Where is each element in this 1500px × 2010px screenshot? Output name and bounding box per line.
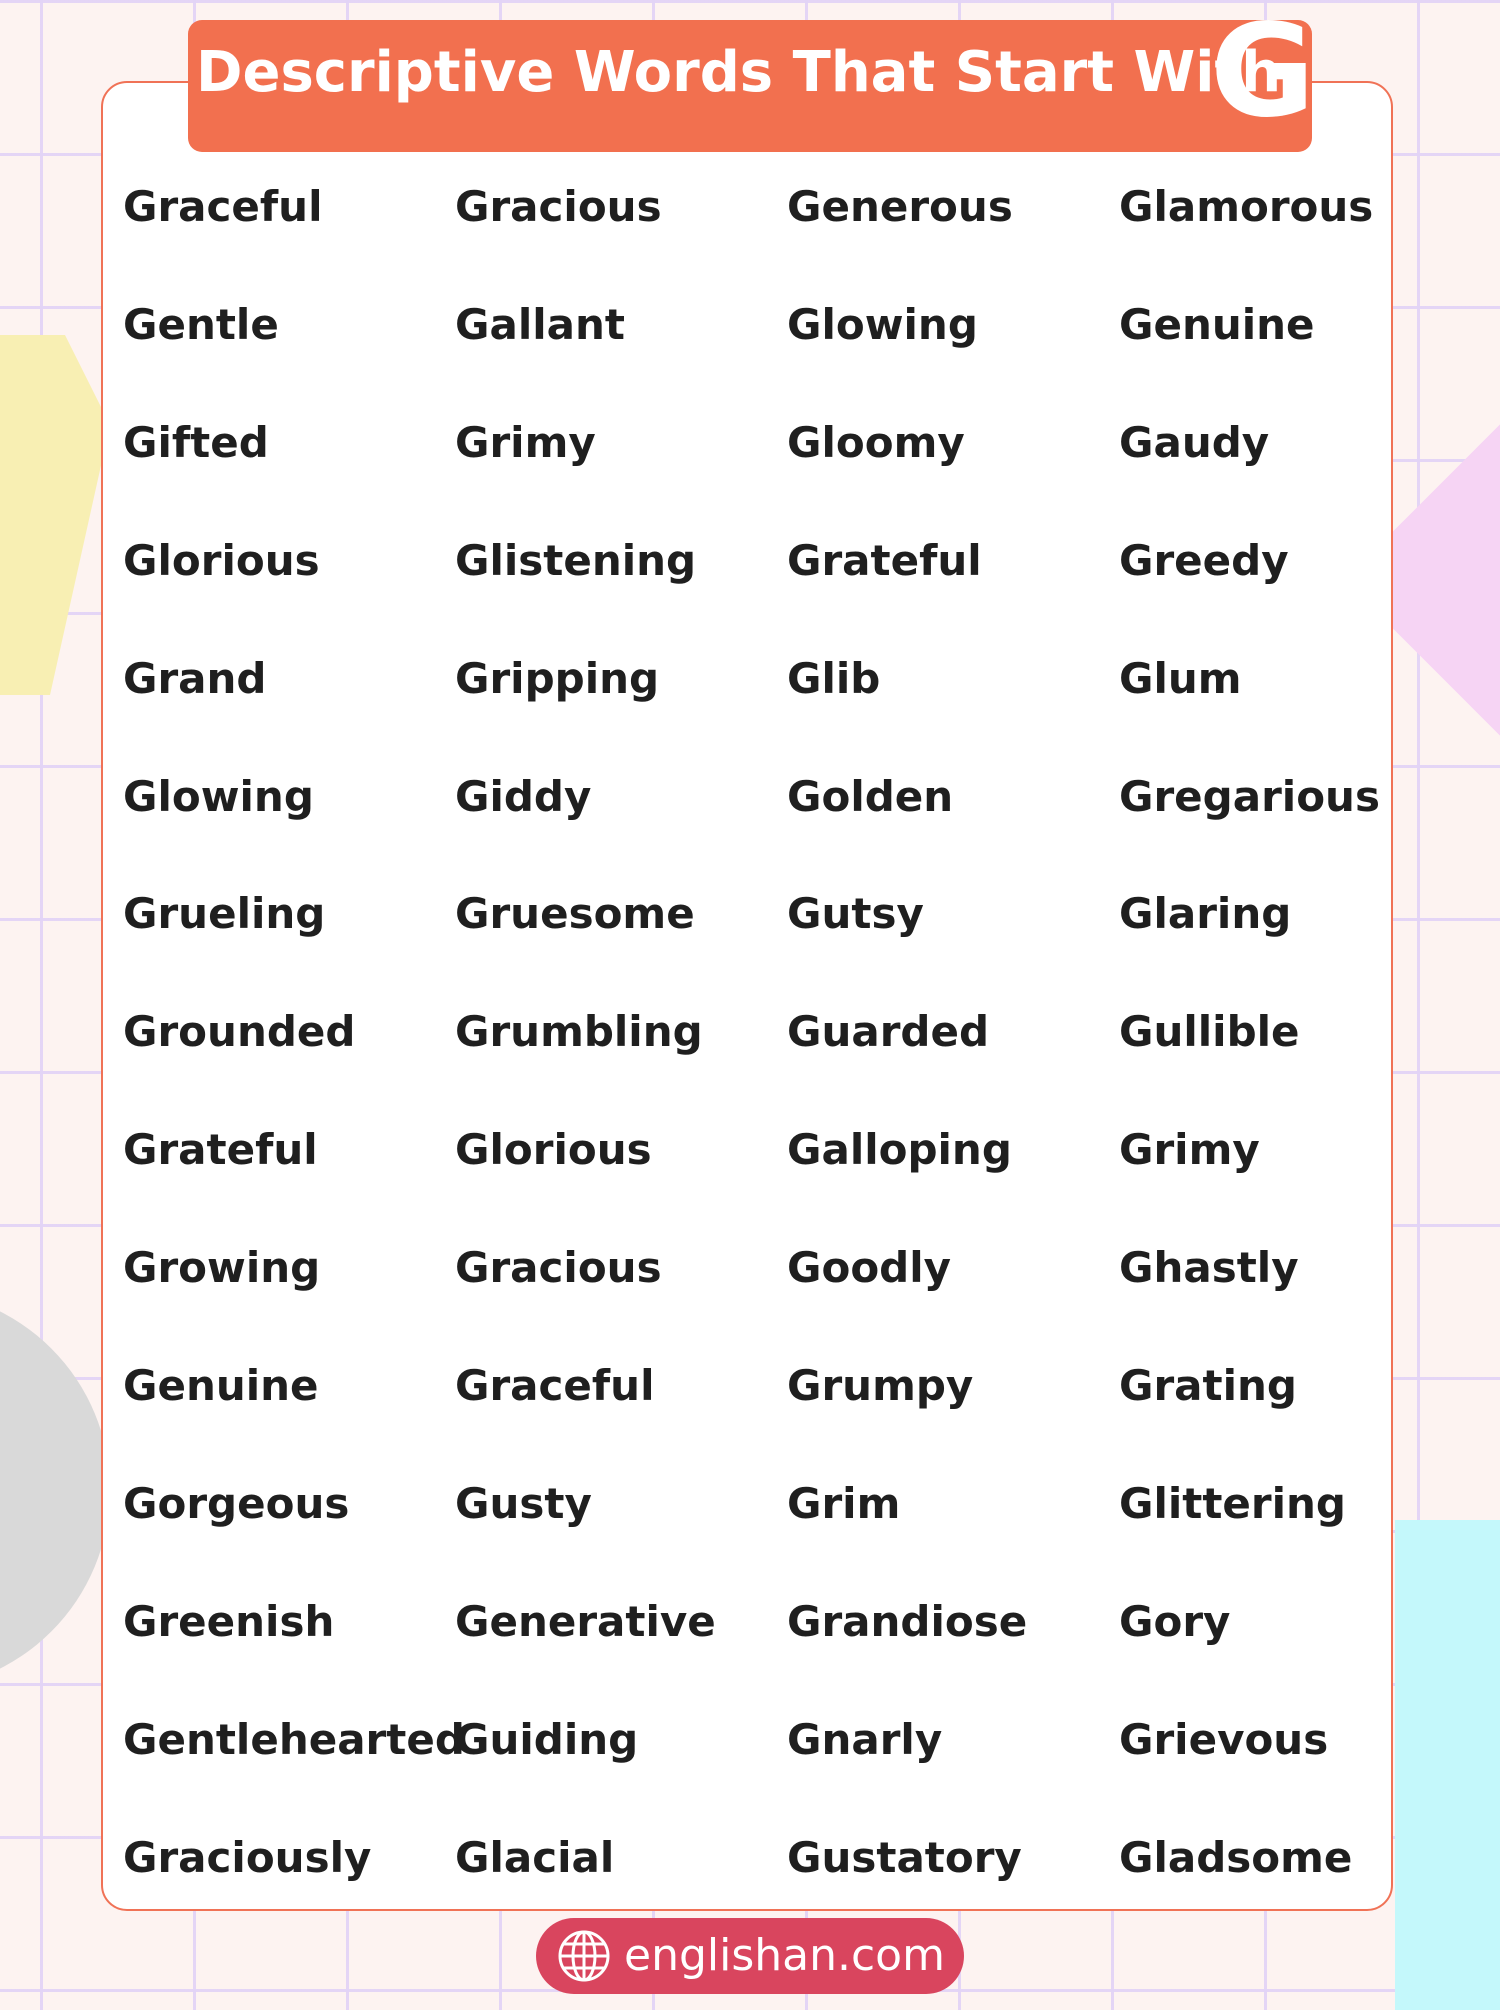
word-item: Glistening bbox=[455, 536, 697, 585]
word-item: Gusty bbox=[455, 1479, 592, 1528]
word-item: Glowing bbox=[123, 772, 314, 821]
decorative-yellow-shape bbox=[0, 335, 110, 695]
word-item: Gaudy bbox=[1119, 418, 1270, 467]
word-item: Gnarly bbox=[787, 1715, 943, 1764]
word-item: Generous bbox=[787, 182, 1013, 231]
word-item: Guarded bbox=[787, 1007, 990, 1056]
word-item: Gullible bbox=[1119, 1007, 1300, 1056]
word-item: Grand bbox=[123, 654, 267, 703]
word-item: Gloomy bbox=[787, 418, 965, 467]
word-item: Guiding bbox=[455, 1715, 639, 1764]
word-item: Glacial bbox=[455, 1833, 615, 1882]
word-item: Grumbling bbox=[455, 1007, 703, 1056]
word-item: Graciously bbox=[123, 1833, 372, 1882]
word-item: Grimy bbox=[455, 418, 596, 467]
word-item: Genuine bbox=[1119, 300, 1315, 349]
word-item: Grievous bbox=[1119, 1715, 1329, 1764]
word-item: Gutsy bbox=[787, 889, 924, 938]
word-item: Glum bbox=[1119, 654, 1242, 703]
word-item: Greedy bbox=[1119, 536, 1289, 585]
word-item: Grueling bbox=[123, 889, 326, 938]
word-item: Glorious bbox=[455, 1125, 652, 1174]
word-item: Grimy bbox=[1119, 1125, 1260, 1174]
word-item: Gregarious bbox=[1119, 772, 1380, 821]
word-item: Ghastly bbox=[1119, 1243, 1299, 1292]
word-item: Gracious bbox=[455, 1243, 662, 1292]
word-item: Gory bbox=[1119, 1597, 1231, 1646]
word-item: Glittering bbox=[1119, 1479, 1346, 1528]
word-item: Gallant bbox=[455, 300, 625, 349]
word-item: Grateful bbox=[787, 536, 982, 585]
word-item: Gentle bbox=[123, 300, 279, 349]
word-item: Gorgeous bbox=[123, 1479, 350, 1528]
page-title: Descriptive Words That Start With bbox=[196, 40, 1282, 105]
word-item: Grateful bbox=[123, 1125, 318, 1174]
word-item: Generative bbox=[455, 1597, 716, 1646]
word-item: Genuine bbox=[123, 1361, 319, 1410]
word-item: Grumpy bbox=[787, 1361, 974, 1410]
word-item: Greenish bbox=[123, 1597, 335, 1646]
word-item: Gripping bbox=[455, 654, 660, 703]
word-item: Gladsome bbox=[1119, 1833, 1353, 1882]
word-item: Glib bbox=[787, 654, 881, 703]
word-item: Glaring bbox=[1119, 889, 1292, 938]
globe-icon bbox=[556, 1928, 612, 1984]
word-item: Graceful bbox=[123, 182, 323, 231]
word-item: Gracious bbox=[455, 182, 662, 231]
word-item: Goodly bbox=[787, 1243, 952, 1292]
word-item: Glowing bbox=[787, 300, 978, 349]
word-item: Gifted bbox=[123, 418, 269, 467]
title-letter: G bbox=[1210, 0, 1316, 146]
word-item: Golden bbox=[787, 772, 954, 821]
word-item: Galloping bbox=[787, 1125, 1012, 1174]
decorative-cyan-block bbox=[1395, 1520, 1500, 2010]
decorative-gray-circle bbox=[0, 1290, 110, 1690]
footer-site-link[interactable]: englishan.com bbox=[624, 1930, 945, 1981]
word-item: Graceful bbox=[455, 1361, 655, 1410]
word-item: Growing bbox=[123, 1243, 321, 1292]
word-item: Gruesome bbox=[455, 889, 695, 938]
word-item: Glamorous bbox=[1119, 182, 1374, 231]
word-item: Grating bbox=[1119, 1361, 1297, 1410]
word-item: Gentlehearted bbox=[123, 1715, 465, 1764]
word-item: Grim bbox=[787, 1479, 901, 1528]
word-item: Giddy bbox=[455, 772, 592, 821]
word-item: Grandiose bbox=[787, 1597, 1028, 1646]
word-item: Glorious bbox=[123, 536, 320, 585]
word-item: Gustatory bbox=[787, 1833, 1022, 1882]
word-item: Grounded bbox=[123, 1007, 356, 1056]
